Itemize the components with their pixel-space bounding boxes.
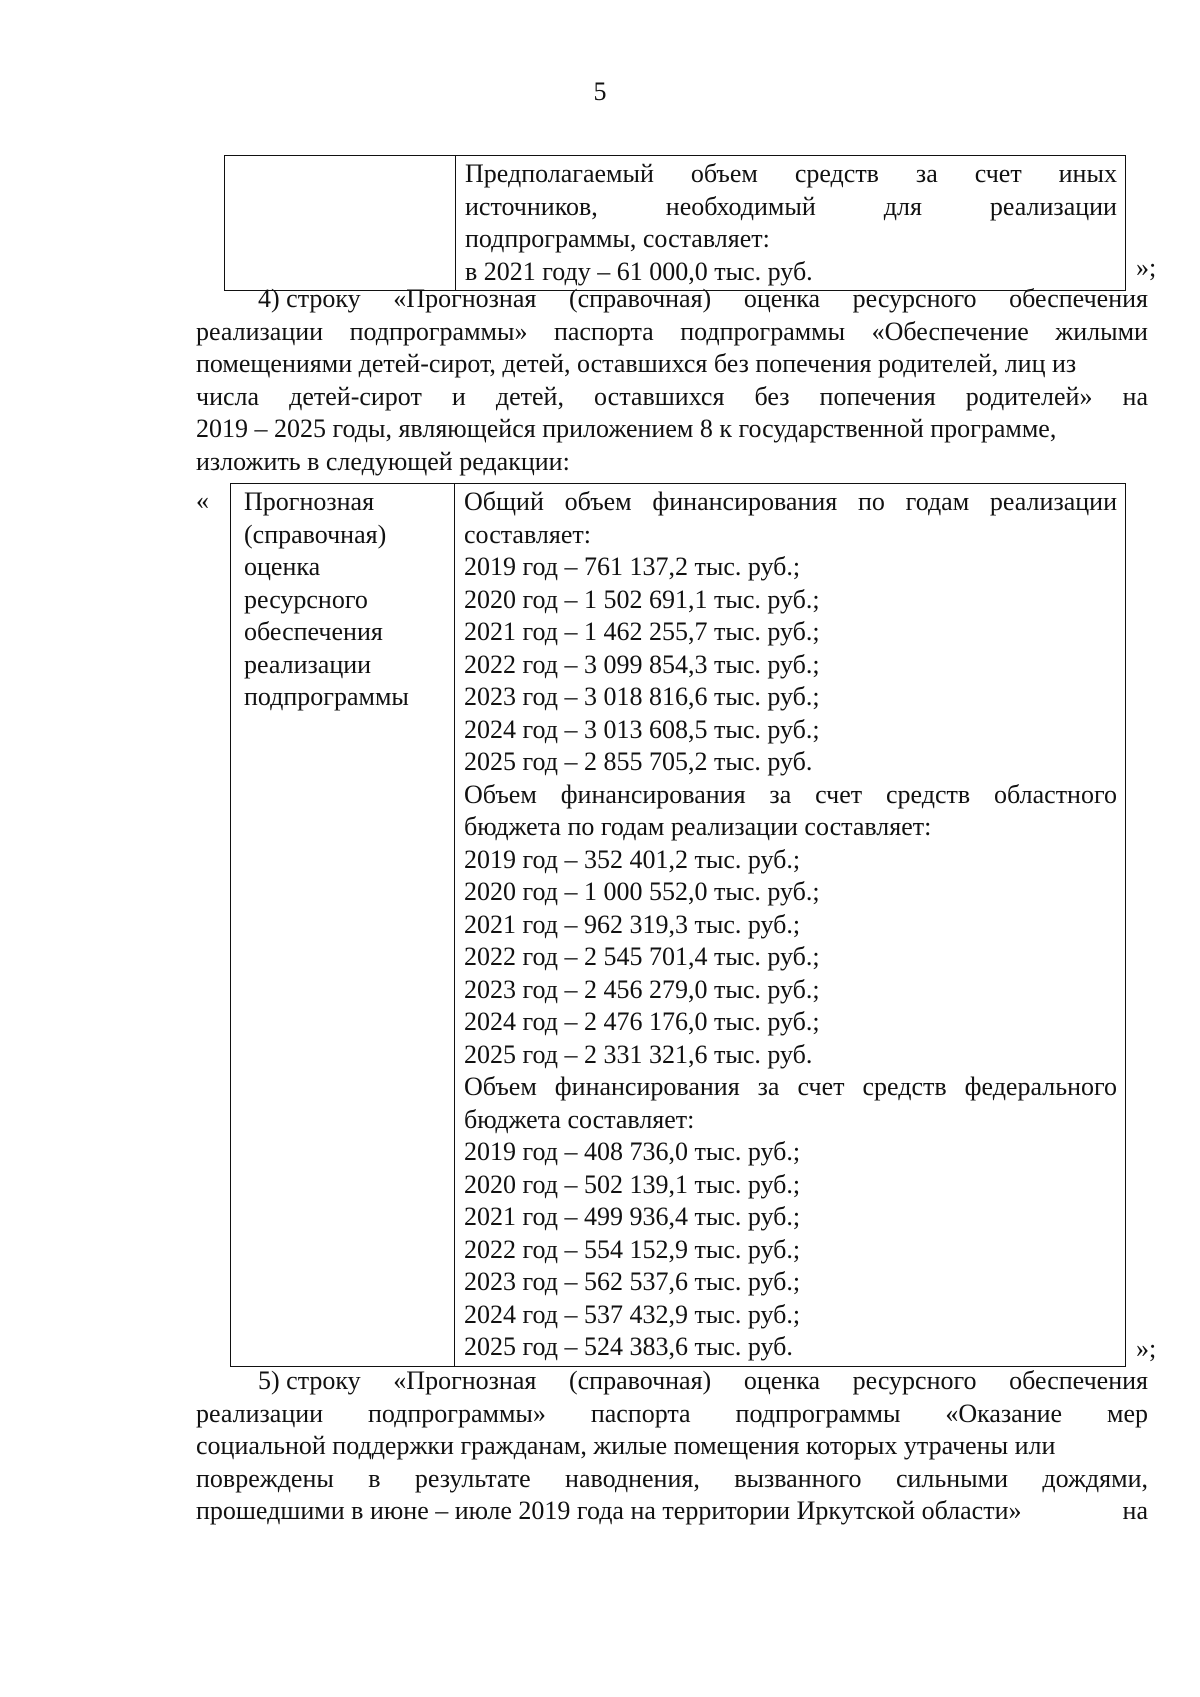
para4-line-word: помещениями детей-сирот, детей, оставшихся без попечения родителей, лиц из (196, 349, 1077, 378)
para5-line-word: подпрограммы» (368, 1398, 546, 1428)
top-table (224, 155, 1126, 291)
para5-line-word: мер (1107, 1398, 1148, 1428)
top-table-line (465, 191, 1117, 224)
top-table-line-word: счет (974, 159, 1022, 188)
para5-line-word: наводнения, (565, 1463, 700, 1493)
main-table (230, 483, 1126, 1367)
para4-line-word: паспорта (553, 316, 654, 346)
para5-line (196, 1495, 1148, 1528)
funding-line: 2024 год – 3 013 608,5 тыс. руб.; (464, 714, 820, 744)
label-line: Прогнозная (244, 487, 375, 516)
para4-line-word: подпрограммы» (349, 316, 528, 346)
para4-line-word: «Прогнозная (393, 284, 537, 313)
top-table-line-word: подпрограммы, составляет: (465, 224, 770, 253)
para5-line-word: подпрограммы (735, 1398, 901, 1428)
para5-line-word: 5) строку (258, 1366, 361, 1395)
top-table-line (465, 158, 1117, 191)
para5-line-word: прошедшими в июне – июле 2019 года на территории Иркутской области» (196, 1496, 1022, 1525)
para5-line-word: вызванного (734, 1463, 862, 1493)
top-table-line-word: необходимый (665, 191, 816, 221)
para5-line (196, 1430, 1148, 1463)
top-table-line-word: для (883, 191, 922, 221)
funding-line: 2025 год – 524 383,6 тыс. руб. (464, 1332, 793, 1361)
funding-line: 2020 год – 502 139,1 тыс. руб.; (464, 1169, 801, 1199)
funding-line: бюджета составляет: (464, 1104, 695, 1134)
funding-line: 2020 год – 1 000 552,0 тыс. руб.; (464, 877, 820, 906)
main-closing-quote: »; (1136, 1334, 1157, 1363)
para5-line-word: оценка (743, 1366, 821, 1395)
main-opening-quote: « (196, 486, 209, 515)
para5-line-word: дождями, (1042, 1463, 1148, 1493)
para4-line (196, 446, 1148, 479)
para4-line-word: (справочная) (568, 284, 712, 313)
funding-line: бюджета по годам реализации составляет: (464, 812, 932, 841)
label-line: обеспечения (244, 617, 383, 646)
para4-line-word: 2019 – 2025 годы, являющейся приложением 8 к государственной программе, (196, 414, 1057, 443)
para4-line-word: подпрограммы (680, 316, 846, 346)
funding-line: 2023 год – 3 018 816,6 тыс. руб.; (464, 682, 820, 711)
top-table-text (465, 158, 1117, 288)
para4-line-word: детей, (495, 381, 564, 411)
para5-line-word: ресурсного (852, 1366, 977, 1395)
para4-line-word: числа (196, 381, 260, 411)
top-table-line-word: в 2021 году – 61 000,0 тыс. руб. (465, 256, 813, 286)
para5-line-word: повреждены (196, 1463, 334, 1493)
para5-line (196, 1463, 1148, 1496)
para5-line-word: (справочная) (568, 1366, 712, 1395)
top-table-line-word: источников, (465, 191, 598, 221)
funding-line: 2025 год – 2 331 321,6 тыс. руб. (464, 1039, 813, 1069)
top-table-line-word: иных (1058, 159, 1117, 188)
para4-line (196, 413, 1148, 446)
funding-line: 2023 год – 2 456 279,0 тыс. руб.; (464, 974, 820, 1004)
para5-line-word: социальной поддержки гражданам, жилые помещения которых утрачены или (196, 1431, 1056, 1460)
funding-line: 2024 год – 2 476 176,0 тыс. руб.; (464, 1007, 820, 1036)
para4-line-word: родителей» (965, 381, 1093, 411)
para4-line-word: жилыми (1055, 316, 1148, 346)
funding-line: 2023 год – 562 537,6 тыс. руб.; (464, 1267, 801, 1296)
funding-line: 2025 год – 2 855 705,2 тыс. руб. (464, 747, 813, 776)
funding-line: 2022 год – 554 152,9 тыс. руб.; (464, 1234, 801, 1264)
top-table-line-word: объем (690, 159, 758, 188)
funding-line: 2021 год – 499 936,4 тыс. руб.; (464, 1202, 801, 1231)
top-table-line-word: средств (794, 159, 879, 188)
top-closing-quote: »; (1136, 253, 1157, 282)
para5-line-word: в (368, 1463, 381, 1493)
label-lines (244, 486, 444, 714)
funding-line: 2021 год – 962 319,3 тыс. руб.; (464, 909, 801, 939)
para5-line (196, 1398, 1148, 1431)
paragraph-5 (196, 1365, 1148, 1528)
funding-line: 2019 год – 408 736,0 тыс. руб.; (464, 1137, 801, 1166)
para4-line-word: реализации (196, 316, 324, 346)
paragraph-4 (196, 283, 1148, 478)
main-table-label-cell (231, 484, 455, 1367)
para4-line-word: изложить в следующей редакции: (196, 446, 570, 476)
funding-line: 2019 год – 761 137,2 тыс. руб.; (464, 552, 801, 581)
label-line: оценка (244, 552, 321, 581)
funding-line: Объем финансирования за счет средств федерального (464, 1072, 1117, 1101)
para4-line-word: детей-сирот (289, 381, 422, 411)
funding-line: составляет: (464, 519, 591, 549)
main-table-value-cell (455, 484, 1126, 1367)
top-table-line-word: Предполагаемый (465, 159, 654, 188)
para4-line (196, 381, 1148, 414)
para5-line-word: «Оказание (945, 1398, 1063, 1428)
page-number: 5 (593, 77, 607, 106)
funding-line: 2024 год – 537 432,9 тыс. руб.; (464, 1299, 801, 1329)
funding-lines (464, 486, 1117, 1364)
para5-line-word: реализации (196, 1398, 324, 1428)
para4-line-word: «Обеспечение (871, 316, 1029, 346)
label-line: подпрограммы (244, 682, 409, 711)
para4-line (196, 283, 1148, 316)
para4-line-word: без (754, 381, 790, 411)
top-table-line-word: за (915, 159, 938, 188)
para5-line-word: паспорта (590, 1398, 691, 1428)
para4-line-word: попечения (819, 381, 936, 411)
funding-line: Объем финансирования за счет средств областного (464, 779, 1117, 809)
funding-line: 2019 год – 352 401,2 тыс. руб.; (464, 844, 801, 874)
top-table-line-word: реализации (989, 191, 1117, 221)
para5-line-word: на (1122, 1496, 1148, 1525)
top-table-line (465, 223, 1117, 256)
para4-line-word: оценка (743, 284, 821, 313)
funding-line: 2020 год – 1 502 691,1 тыс. руб.; (464, 584, 820, 614)
para5-line (196, 1365, 1148, 1398)
funding-line: 2022 год – 2 545 701,4 тыс. руб.; (464, 942, 820, 971)
label-line: реализации (244, 649, 372, 679)
para5-line-word: результате (414, 1463, 531, 1493)
funding-line: 2022 год – 3 099 854,3 тыс. руб.; (464, 649, 820, 679)
funding-line: Общий объем финансирования по годам реализации (464, 487, 1117, 516)
top-table-left-cell (225, 156, 456, 291)
label-line: (справочная) (244, 519, 387, 549)
para5-line-word: обеспечения (1009, 1366, 1148, 1395)
top-table-right-cell (456, 156, 1126, 291)
para4-line-word: и (451, 381, 466, 411)
para4-line-word: 4) строку (258, 284, 361, 313)
para5-line-word: «Прогнозная (393, 1366, 537, 1395)
para4-line-word: обеспечения (1009, 284, 1148, 313)
para4-line (196, 316, 1148, 349)
funding-line: 2021 год – 1 462 255,7 тыс. руб.; (464, 617, 820, 646)
para4-line-word: оставшихся (594, 381, 725, 411)
para5-line-word: сильными (895, 1463, 1008, 1493)
para4-line (196, 348, 1148, 381)
para4-line-word: ресурсного (852, 284, 977, 313)
label-line: ресурсного (244, 584, 368, 614)
para4-line-word: на (1122, 381, 1148, 411)
